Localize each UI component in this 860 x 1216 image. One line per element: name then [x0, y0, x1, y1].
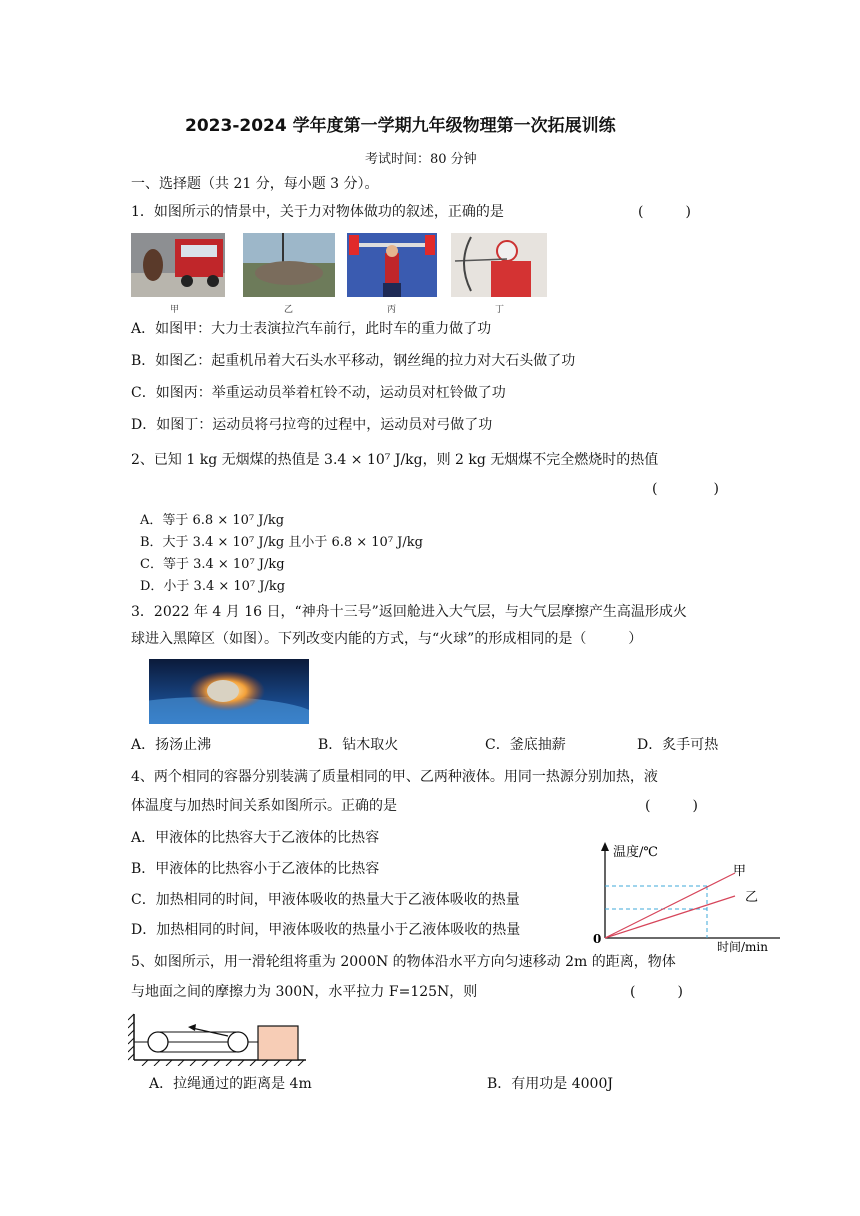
graph-ylabel: 温度/℃: [613, 845, 658, 860]
pulley-system-diagram: [128, 1010, 310, 1066]
q1-option-b: B．如图乙：起重机吊着大石头水平移动，钢丝绳的拉力对大石头做了功: [131, 353, 576, 369]
photo-reentry-fireball: [149, 659, 309, 724]
q2-answer-bracket: ( ): [652, 481, 719, 497]
q3-option-d: D．炙手可热: [637, 737, 719, 753]
caption-yi: 乙: [284, 305, 294, 315]
q4-stem-line1: 4、两个相同的容器分别装满了质量相同的甲、乙两种液体。用同一热源分别加热，液: [131, 769, 658, 785]
graph-line-yi: [605, 896, 735, 938]
graph-label-jia: 甲: [733, 864, 747, 879]
q3-option-a: A．扬汤止沸: [131, 737, 212, 753]
exam-time: 考试时间：80 分钟: [365, 152, 477, 167]
q5-stem-line1: 5、如图所示，用一滑轮组将重为 2000N 的物体沿水平方向匀速移动 2m 的距离，物体: [131, 954, 676, 970]
graph-line-jia: [605, 873, 735, 938]
section-heading: 一、选择题（共 21 分，每小题 3 分）。: [131, 176, 379, 192]
graph-xlabel: 时间/min: [717, 940, 768, 954]
fixed-pulley: [148, 1032, 168, 1052]
pull-force-arrowhead: [188, 1024, 196, 1031]
q3-option-b: B．钻木取火: [318, 737, 399, 753]
q3-stem-line1: 3．2022 年 4 月 16 日，“神舟十三号”返回舱进入大气层，与大气层摩擦产生高温形成火: [131, 604, 687, 620]
q1-option-d: D．如图丁：运动员将弓拉弯的过程中，运动员对弓做了功: [131, 417, 493, 433]
wall-hatching: [128, 1014, 134, 1060]
graph-y-arrow: [601, 842, 609, 851]
q3-option-c: C．釜底抽薪: [485, 737, 566, 753]
temperature-time-graph: [585, 838, 795, 958]
block-object: [258, 1026, 298, 1060]
q1-stem: 1．如图所示的情景中，关于力对物体做功的叙述，正确的是: [131, 204, 504, 220]
q2-option-a: A．等于 6.8 × 10⁷ J/kg: [140, 513, 285, 528]
photo-jia-truck-pull: [131, 233, 225, 297]
q1-option-c: C．如图丙：举重运动员举着杠铃不动，运动员对杠铃做了功: [131, 385, 506, 401]
ground-hatching: [142, 1060, 304, 1066]
q4-option-a: A．甲液体的比热容大于乙液体的比热容: [131, 830, 380, 846]
caption-bing: 丙: [387, 305, 397, 315]
page-title: 2023-2024 学年度第一学期九年级物理第一次拓展训练: [185, 116, 616, 136]
q5-option-a: A．拉绳通过的距离是 4m: [149, 1076, 312, 1092]
q4-answer-bracket: ( ): [645, 798, 698, 814]
photo-ding-archer: [451, 233, 547, 297]
photo-bing-weightlifter: [347, 233, 437, 297]
q2-stem: 2、已知 1 kg 无烟煤的热值是 3.4 × 10⁷ J/kg，则 2 kg 无烟煤不完全燃烧时的热值: [131, 452, 659, 468]
caption-jia: 甲: [170, 305, 180, 315]
caption-ding: 丁: [495, 305, 505, 315]
q5-option-b: B．有用功是 4000J: [487, 1076, 613, 1092]
graph-label-yi: 乙: [745, 890, 759, 905]
q2-option-d: D．小于 3.4 × 10⁷ J/kg: [140, 579, 286, 594]
q4-option-c: C．加热相同的时间，甲液体吸收的热量大于乙液体吸收的热量: [131, 892, 520, 908]
q4-option-b: B．甲液体的比热容小于乙液体的比热容: [131, 861, 380, 877]
q5-answer-bracket: ( ): [630, 984, 683, 1000]
q2-option-b: B．大于 3.4 × 10⁷ J/kg 且小于 6.8 × 10⁷ J/kg: [140, 535, 423, 550]
q1-answer-bracket: ( ): [638, 204, 691, 220]
q3-stem-line2: 球进入黑障区（如图）。下列改变内能的方式，与“火球”的形成相同的是（ ）: [131, 631, 643, 647]
q4-stem-line2: 体温度与加热时间关系如图所示。正确的是: [131, 798, 397, 814]
q1-option-a: A．如图甲：大力士表演拉汽车前行，此时车的重力做了功: [131, 321, 492, 337]
graph-origin: 0: [593, 932, 602, 946]
q4-option-d: D．加热相同的时间，甲液体吸收的热量小于乙液体吸收的热量: [131, 922, 521, 938]
movable-pulley: [228, 1032, 248, 1052]
q2-option-c: C．等于 3.4 × 10⁷ J/kg: [140, 557, 285, 572]
photo-yi-crane-stone: [243, 233, 335, 297]
q5-stem-line2: 与地面之间的摩擦力为 300N，水平拉力 F=125N，则: [131, 984, 478, 1000]
